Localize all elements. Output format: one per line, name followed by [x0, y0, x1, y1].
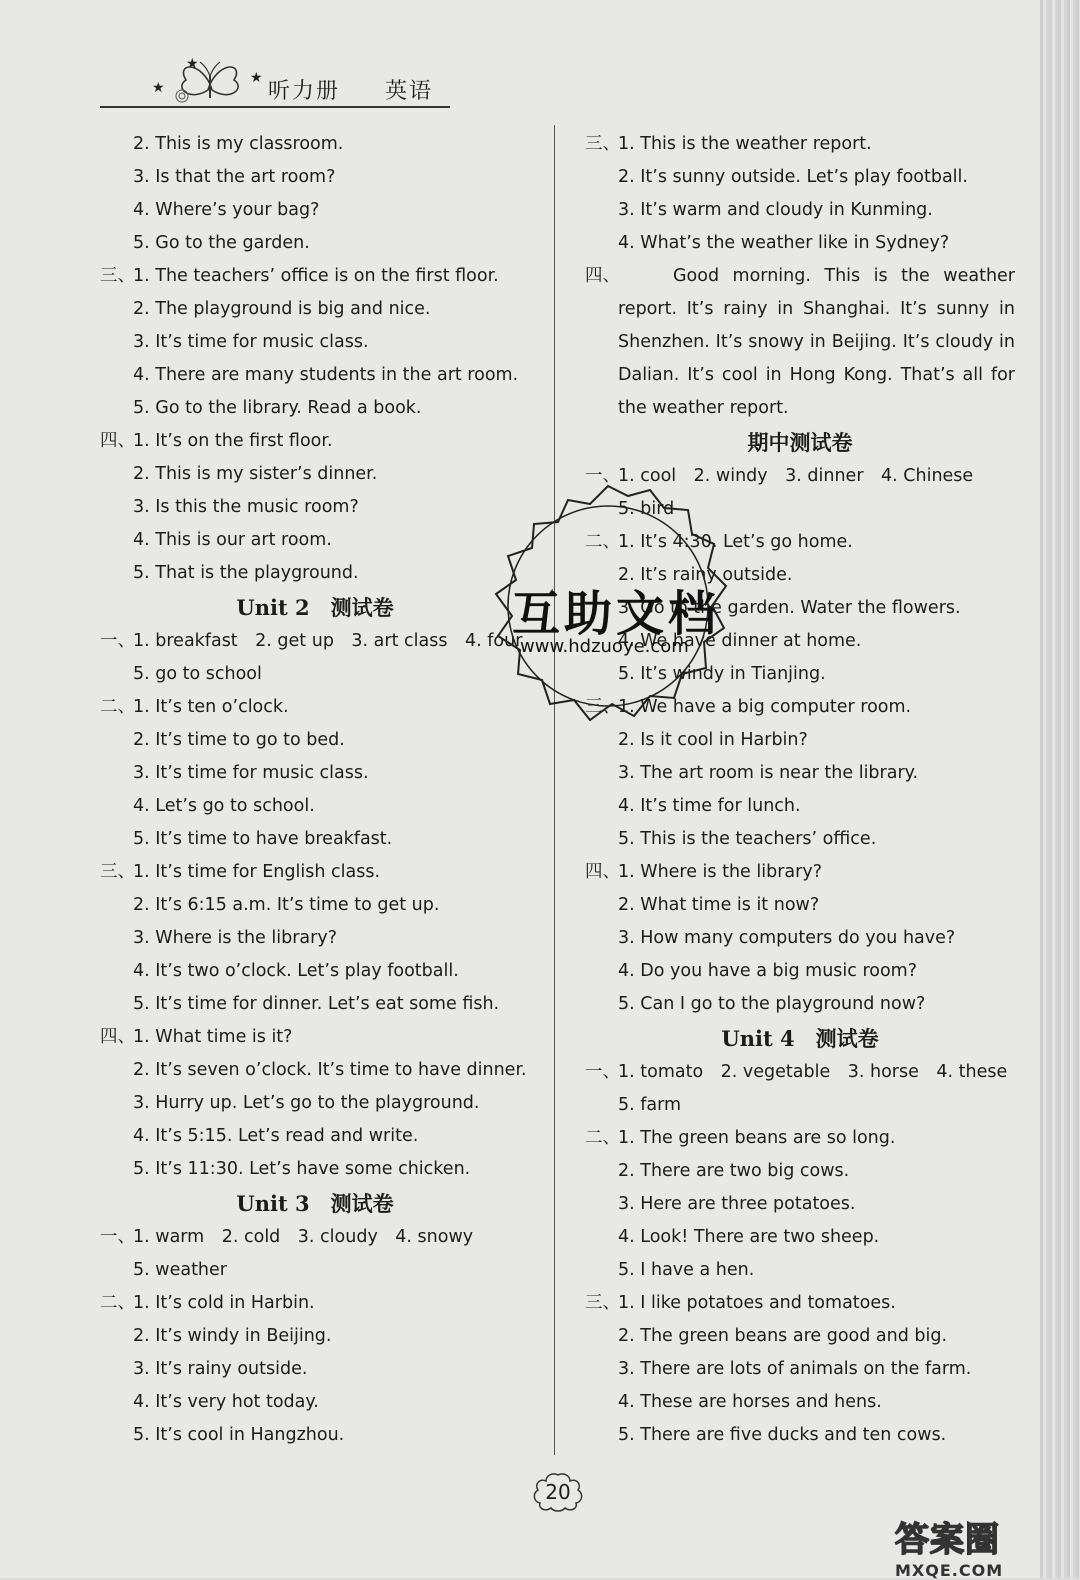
- answer-text: 1. warm 2. cold 3. cloudy 4. snowy: [133, 1227, 474, 1247]
- answer-line: 4. What’s the weather like in Sydney?: [618, 233, 950, 253]
- answer-line: 5. It’s time to have breakfast.: [133, 829, 393, 849]
- paragraph-text: Good morning. This is the weather report. It’s rainy in Shanghai. It’s sunny in Shenzhen. It’s snowy in Beijing. It’s cloudy in Dalian. It’s cool in Hong Kong. That’s all for the weather report.: [618, 266, 1015, 418]
- section-heading: Unit 4 测试卷: [721, 1026, 879, 1051]
- answer-text: 1. I like potatoes and tomatoes.: [618, 1293, 896, 1313]
- answer-line: 5. weather: [133, 1260, 227, 1280]
- answer-line: [100, 1021, 530, 1054]
- answer-line: 5. It’s cool in Hangzhou.: [133, 1425, 345, 1445]
- answer-line: 4. These are horses and hens.: [618, 1392, 882, 1412]
- answer-line: [100, 425, 530, 458]
- answer-line: 5. go to school: [133, 664, 262, 684]
- section-marker: 一、: [585, 466, 620, 486]
- answer-line: 4. Do you have a big music room?: [618, 961, 918, 981]
- section-heading: Unit 3 测试卷: [236, 1191, 394, 1216]
- left-column: [100, 128, 530, 1452]
- page-edge: [1040, 0, 1080, 1578]
- page-header: [100, 52, 460, 108]
- page-number: [532, 1472, 584, 1512]
- answer-line: 3. Hurry up. Let’s go to the playground.: [133, 1093, 480, 1113]
- answer-line: 2. It’s sunny outside. Let’s play football.: [618, 167, 968, 187]
- answer-text: 1. What time is it?: [133, 1027, 293, 1047]
- answer-line: 2. It’s rainy outside.: [618, 565, 793, 585]
- section-marker: 一、: [100, 1227, 135, 1247]
- answer-line: 5. Go to the garden.: [133, 233, 310, 253]
- section-marker: 三、: [100, 266, 135, 286]
- answer-text: 1. It’s cold in Harbin.: [133, 1293, 315, 1313]
- answer-text: 1. Where is the library?: [618, 862, 822, 882]
- section-heading: Unit 2 测试卷: [236, 595, 394, 620]
- answer-line: 3. It’s warm and cloudy in Kunming.: [618, 200, 933, 220]
- section-marker: 三、: [585, 1293, 620, 1313]
- answer-line: 4. It’s 5:15. Let’s read and write.: [133, 1126, 419, 1146]
- answer-line: 2. This is my classroom.: [133, 134, 344, 154]
- star-icon: ★: [152, 80, 165, 96]
- answer-line: 3. How many computers do you have?: [618, 928, 956, 948]
- right-column-top: [585, 128, 1015, 260]
- answer-text: 1. It’s on the first floor.: [133, 431, 333, 451]
- answer-line: 4. This is our art room.: [133, 530, 332, 550]
- section-marker: 四、: [100, 431, 135, 451]
- section-marker: 一、: [100, 631, 135, 651]
- answer-line: 4. Let’s go to school.: [133, 796, 315, 816]
- answer-line: 3. The art room is near the library.: [618, 763, 919, 783]
- answer-line: 5. That is the playground.: [133, 563, 359, 583]
- answer-line: 2. It’s time to go to bed.: [133, 730, 345, 750]
- section-marker: 四、: [585, 266, 620, 286]
- answer-line: 4. It’s very hot today.: [133, 1392, 319, 1412]
- answer-line: 2. The green beans are good and big.: [618, 1326, 948, 1346]
- answer-text: 1. cool 2. windy 3. dinner 4. Chinese: [618, 466, 974, 486]
- answer-text: 1. breakfast 2. get up 3. art class 4. four: [133, 631, 523, 651]
- answer-line: 5. farm: [618, 1095, 682, 1115]
- answer-line: 3. It’s time for music class.: [133, 332, 369, 352]
- answer-line: 5. bird: [618, 499, 675, 519]
- answer-text: 1. The green beans are so long.: [618, 1128, 896, 1148]
- answer-text: 1. The teachers’ office is on the first floor.: [133, 266, 499, 286]
- answer-line: [100, 1287, 530, 1320]
- answer-line: 2. It’s windy in Beijing.: [133, 1326, 332, 1346]
- answer-line: [100, 691, 530, 724]
- watermark: [895, 1512, 1045, 1580]
- answer-line: 2. What time is it now?: [618, 895, 820, 915]
- answer-text: 1. We have a big computer room.: [618, 697, 912, 717]
- book-title: 听力册: [268, 79, 341, 104]
- answer-line: [100, 1221, 530, 1254]
- section-marker: 二、: [100, 1293, 135, 1313]
- weather-report-paragraph: [585, 260, 1015, 425]
- section-marker: 二、: [100, 697, 135, 717]
- answer-line: [100, 625, 530, 658]
- answer-line: [585, 1122, 1015, 1155]
- answer-text: 1. It’s time for English class.: [133, 862, 381, 882]
- answer-line: 4. Where’s your bag?: [133, 200, 320, 220]
- answer-line: 5. This is the teachers’ office.: [618, 829, 877, 849]
- answer-line: 2. Is it cool in Harbin?: [618, 730, 808, 750]
- answer-line: 4. Look! There are two sheep.: [618, 1227, 880, 1247]
- stamp-url: www.hdzuoye.com: [520, 636, 689, 657]
- answer-line: 5. It’s 11:30. Let’s have some chicken.: [133, 1159, 471, 1179]
- subject-label: 英语: [385, 79, 434, 104]
- answer-line: 2. There are two big cows.: [618, 1161, 850, 1181]
- answer-line: [585, 1056, 1015, 1089]
- section-marker: 二、: [585, 532, 620, 552]
- answer-line: 3. Here are three potatoes.: [618, 1194, 856, 1214]
- answer-line: 5. Can I go to the playground now?: [618, 994, 926, 1014]
- section-marker: 三、: [585, 697, 620, 717]
- answer-text: 1. It’s ten o’clock.: [133, 697, 289, 717]
- section-marker: 三、: [585, 134, 620, 154]
- answer-line: 2. It’s 6:15 a.m. It’s time to get up.: [133, 895, 440, 915]
- answer-line: 5. There are five ducks and ten cows.: [618, 1425, 947, 1445]
- answer-line: [100, 856, 530, 889]
- page-number-text: 20: [545, 1480, 571, 1504]
- answer-line: 3. There are lots of animals on the farm.: [618, 1359, 972, 1379]
- answer-line: [585, 1287, 1015, 1320]
- star-icon: ★: [250, 70, 263, 86]
- answer-line: 4. There are many students in the art room.: [133, 365, 519, 385]
- section-marker: 二、: [585, 1128, 620, 1148]
- section-heading: 期中测试卷: [747, 430, 853, 455]
- header-rule: [100, 106, 450, 108]
- answer-line: 3. Where is the library?: [133, 928, 337, 948]
- section-marker: 四、: [100, 1027, 135, 1047]
- section-marker: 四、: [585, 862, 620, 882]
- answer-line: [100, 260, 530, 293]
- right-column: [585, 128, 1015, 1452]
- watermark-sub: MXQE.COM: [895, 1561, 1004, 1580]
- answer-line: 2. The playground is big and nice.: [133, 299, 431, 319]
- answer-line: 3. Go to the garden. Water the flowers.: [618, 598, 961, 618]
- answer-line: 4. We have dinner at home.: [618, 631, 862, 651]
- answer-line: 3. Is that the art room?: [133, 167, 336, 187]
- answer-line: 2. It’s seven o’clock. It’s time to have dinner.: [133, 1060, 527, 1080]
- answer-line: 4. It’s two o’clock. Let’s play football.: [133, 961, 459, 981]
- answer-text: 1. It’s 4:30. Let’s go home.: [618, 532, 853, 552]
- column-divider: [554, 125, 555, 1455]
- star-icon: ★: [186, 56, 199, 72]
- answer-line: 2. This is my sister’s dinner.: [133, 464, 378, 484]
- answer-text: 1. tomato 2. vegetable 3. horse 4. these: [618, 1062, 1008, 1082]
- section-marker: 一、: [585, 1062, 620, 1082]
- answer-line: [585, 128, 1015, 161]
- stamp-text: 互助文档: [512, 586, 721, 642]
- answer-line: 5. Go to the library. Read a book.: [133, 398, 422, 418]
- section-marker: 三、: [100, 862, 135, 882]
- answer-line: 3. Is this the music room?: [133, 497, 359, 517]
- butterfly-icon: [170, 58, 250, 106]
- answer-line: [585, 856, 1015, 889]
- answer-line: 4. It’s time for lunch.: [618, 796, 801, 816]
- answer-text: 1. This is the weather report.: [618, 134, 872, 154]
- answer-line: 5. It’s time for dinner. Let’s eat some fish.: [133, 994, 500, 1014]
- answer-line: 3. It’s time for music class.: [133, 763, 369, 783]
- answer-line: 3. It’s rainy outside.: [133, 1359, 308, 1379]
- watermark-main: 答案圈: [895, 1520, 1000, 1560]
- answer-line: 5. I have a hen.: [618, 1260, 755, 1280]
- answer-line: 5. It’s windy in Tianjing.: [618, 664, 826, 684]
